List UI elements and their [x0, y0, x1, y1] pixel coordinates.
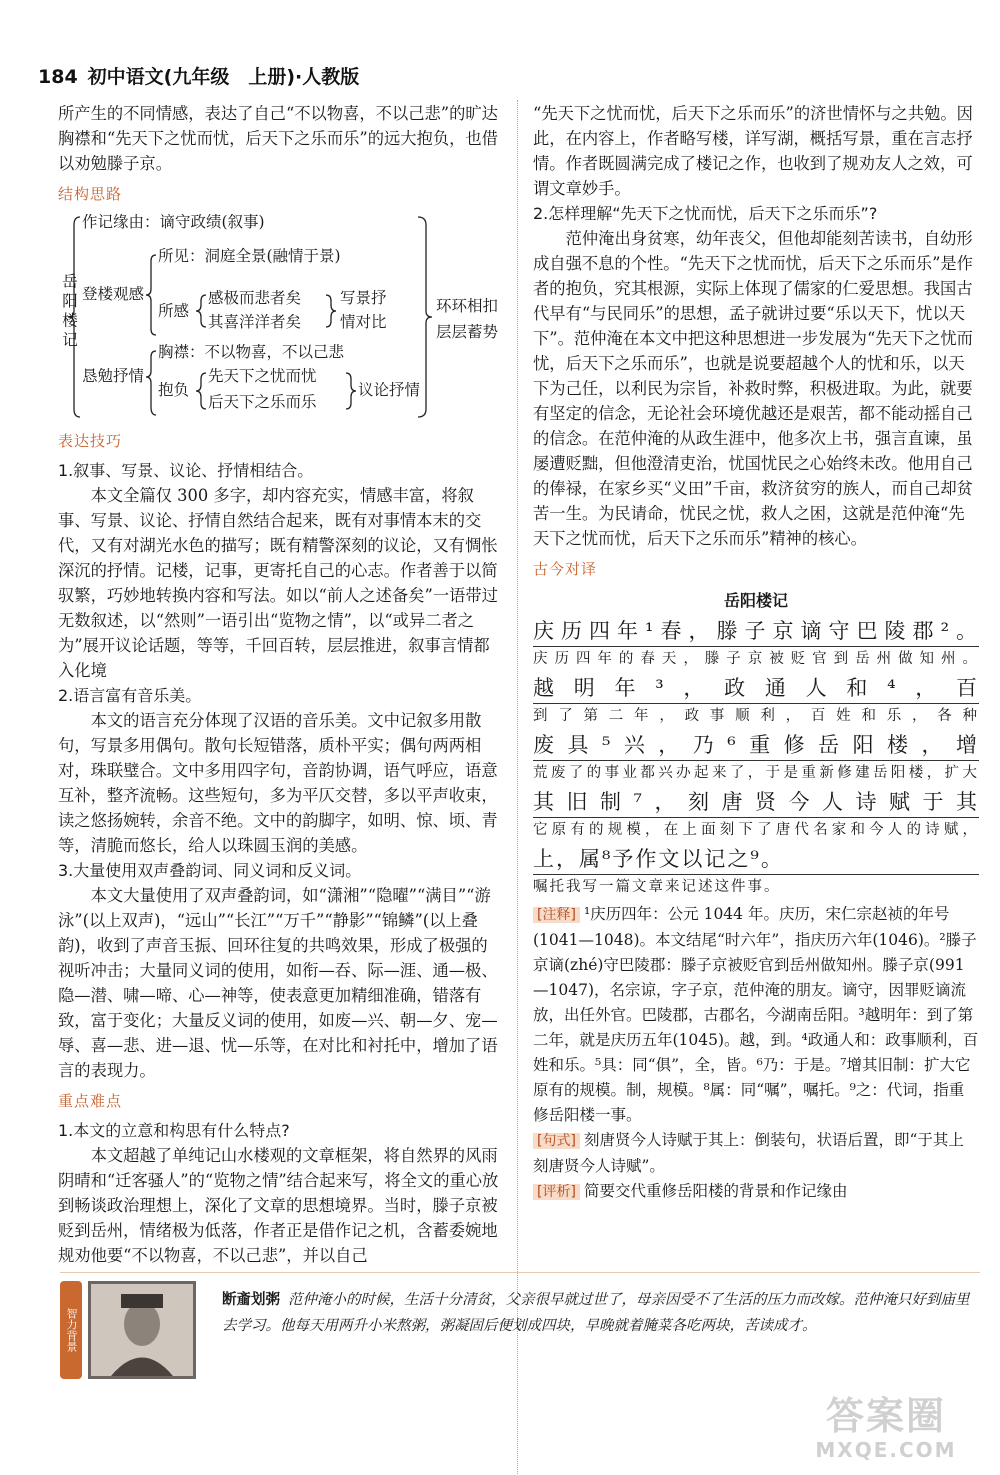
diagram-argument: 议论抒情: [358, 381, 421, 399]
section-technique-heading: 表达技巧: [58, 432, 123, 450]
watermark-url: MXQE.COM: [815, 1438, 957, 1462]
background-story: [60, 1272, 980, 1382]
section-translation-heading: 古今对译: [533, 560, 598, 578]
analysis-block: [533, 1179, 979, 1205]
translation-pair: [533, 731, 979, 786]
key-1-body-continued: “先天下之忧而忧，后天下之乐而乐”的济世情怀与之共勉。因此，在内容上，作者略写楼，详写湖，概括写景，重在言志抒情。作者既圆满完成了楼记之作，也收到了规劝友人之效，可谓文章妙手。: [533, 104, 973, 198]
modern-line: 到了第二年，政事顺利，百姓和乐，各种: [533, 708, 979, 724]
analysis-tag: [评析]: [533, 1184, 580, 1200]
syntax-text: 刻唐贤今人诗赋于其上：倒装句，状语后置，即“于其上刻唐贤今人诗赋”。: [533, 1131, 964, 1175]
original-line: 庆历四年¹春，滕子京谪守巴陵郡²。: [533, 617, 979, 647]
story-tab: 智力背景: [60, 1281, 82, 1379]
notes-text: ¹庆历四年：公元 1044 年。庆历，宋仁宗赵祯的年号(1041—1048)。本文结尾“时六年”，指庆历六年(1046)。²滕子京谪(zhé)守巴陵郡：滕子京被贬官到岳州做知州。滕子京(991—1047)，名宗谅，字子京，范仲淹的朋友。谪守，因罪贬谪流放，出任外官。巴陵郡，古郡名，今湖南岳阳。³越明年：到了第二年，就是庆历五年(1045)。越，到。⁴政通人和：政事顺利，百姓和乐。⁵具：同“俱”，全，皆。⁶乃：于是。⁷增其旧制：扩大它原有的规模。制，规模。⁸属：同“嘱”，嘱托。⁹之：代词，指重修岳阳楼一事。: [533, 905, 979, 1124]
diagram-seen: 所见：洞庭全景(融情于景): [158, 247, 341, 265]
translation-pair: [533, 617, 979, 672]
column-divider: [517, 100, 518, 1475]
syntax-tag: [句式]: [533, 1133, 580, 1149]
diagram-contrast-1: 写景抒: [340, 289, 387, 307]
diagram-ambition-2: 后天下之乐而乐: [208, 393, 317, 411]
structure-diagram: [58, 211, 503, 423]
technique-3-title: 3.大量使用双声叠韵词、同义词和反义词。: [58, 861, 362, 880]
technique-3-body: 本文大量使用了双声叠韵词，如“潇湘”“隐曜”“满目”“游泳”(以上双声)，“远山”“长江”“万千”“静影”“锦鳞”(以上叠韵)，收到了声音玉振、回环往复的共鸣效果，形成了极强的视听冲击；大量同义词的使用，如衔—吞、际—涯、通—极、隐—潜、啸—啼、心—神等，使表意更加精细准确，错落有致，富于变化；大量反义词的使用，如废—兴、朝—夕、宠—辱、喜—悲、进—退、忧—乐等，在对比和衬托中，增加了语言的表现力。: [58, 886, 498, 1080]
book-title: 初中语文(九年级 上册)·人教版: [87, 66, 360, 88]
modern-line: 它原有的规模，在上面刻下了唐代名家和今人的诗赋，: [533, 822, 979, 838]
intro-paragraph: 所产生的不同情感，表达了自己“不以物喜，不以己悲”的旷达胸襟和“先天下之忧而忧，后天下之乐而乐”的远大抱负，也借以劝勉滕子京。: [58, 104, 498, 173]
section-structure-heading: 结构思路: [58, 185, 123, 203]
notes-tag: [注释]: [533, 907, 580, 923]
original-line: 越明年³，政通人和⁴，百: [533, 674, 979, 704]
modern-line: 庆历四年的春天，滕子京被贬官到岳州做知州。: [533, 651, 979, 667]
page-number: 184: [38, 66, 78, 88]
diagram-exhort: 恳勉抒情: [82, 367, 145, 385]
modern-line: 嘱托我写一篇文章来记述这件事。: [533, 879, 781, 895]
modern-line: 荒废了的事业都兴办起来了，于是重新修建岳阳楼，扩大: [533, 765, 979, 781]
watermark-logo: 答案圈: [825, 1394, 946, 1438]
diagram-contrast-2: 情对比: [340, 313, 387, 331]
diagram-reason: 作记缘由：谪守政绩(叙事): [82, 213, 265, 231]
diagram-root: 岳阳楼记: [60, 273, 78, 351]
analysis-text: 简要交代重修岳阳楼的背景和作记缘由: [583, 1182, 848, 1200]
diagram-ambition-1: 先天下之忧而忧: [208, 367, 317, 385]
key-1-body: 本文超越了单纯记山水楼观的文章框架，将自然界的风雨阴晴和“迁客骚人”的“览物之情”结合起来写，将全文的重心放到畅谈政治理想上，深化了文章的思想境界。当时，滕子京被贬到岳州，情绪极为低落，作者正是借作记之机，含蓄委婉地规劝他要“不以物喜，不以己悲”，并以自己: [58, 1146, 499, 1265]
right-column: [533, 101, 979, 1205]
story-text: [222, 1287, 972, 1339]
diagram-felt-happy: 其喜洋洋者矣: [208, 313, 302, 331]
watermark: [806, 1394, 966, 1472]
notes-block: [533, 902, 979, 1128]
left-column: [58, 101, 503, 1268]
translation-pair: [533, 674, 979, 729]
technique-1-title: 1.叙事、写景、议论、抒情相结合。: [58, 461, 314, 480]
translation-pair: [533, 845, 979, 900]
story-body: 范仲淹小的时候，生活十分清贫，父亲很早就过世了，母亲因受不了生活的压力而改嫁。范仲淹只好到庙里去学习。他每天用两升小米熬粥，粥凝固后便划成四块，早晚就着腌菜各吃两块，苦读成才。: [222, 1292, 970, 1334]
diagram-viewing: 登楼观感: [82, 285, 145, 303]
translation-pair: [533, 788, 979, 843]
diagram-ambition: 抱负: [158, 381, 190, 399]
translation-title: 岳阳楼记: [723, 591, 788, 610]
key-1-title: 1.本文的立意和构思有什么特点?: [58, 1121, 290, 1140]
portrait-image: [88, 1281, 196, 1379]
syntax-block: [533, 1128, 979, 1179]
diagram-felt-sad: 感极而悲者矣: [208, 289, 302, 307]
original-line: 上，属⁸予作文以记之⁹。: [533, 845, 979, 875]
story-label: 断齑划粥: [222, 1292, 280, 1308]
portrait-icon: [91, 1284, 193, 1376]
diagram-chain-1: 环环相扣: [436, 297, 499, 315]
technique-2-title: 2.语言富有音乐美。: [58, 686, 202, 705]
original-line: 其旧制⁷，刻唐贤今人诗赋于其: [533, 788, 979, 818]
technique-2-body: 本文的语言充分体现了汉语的音乐美。文中记叙多用散句，写景多用偶句。散句长短错落，质朴平实；偶句两两相对，珠联璧合。文中多用四字句，音韵协调，语气呼应，语意互补，整齐流畅。这些短句，多为平仄交替，多以平声收束，读之悠扬婉转，余音不绝。文中的韵脚字，如明、惊、顷、青等，清脆而悠长，给人以珠圆玉润的美感。: [58, 711, 498, 855]
key-2-body: 范仲淹出身贫寒，幼年丧父，但他却能刻苦读书，自幼形成自强不息的个性。“先天下之忧而忧，后天下之乐而乐”是作者的抱负，究其根源，实际上体现了儒家的仁爱思想。我国古代早有“与民同乐”的思想，孟子就讲过要“乐以天下，忧以天下”。范仲淹在本文中把这种思想进一步发展为“先天下之忧而忧，后天下之乐而乐”，也就是说要超越个人的忧和乐，以天下为己任，以利民为宗旨，补救时弊，积极进取。为此，就要有坚定的信念，无论社会环境优越还是艰苦，都不能动摇自己的信念。在范仲淹的从政生涯中，他多次上书，强言直谏，虽屡遭贬黜，但他澄清吏治，忧国忧民之心始终未改。他用自己的俸禄，在家乡买“义田”千亩，救济贫穷的族人，而自己却贫苦一生。为民请命，忧民之忧，救人之困，这就是范仲淹“先天下之忧而忧，后天下之乐而乐”精神的核心。: [533, 229, 973, 548]
section-key-heading: 重点难点: [58, 1092, 123, 1110]
technique-1-body: 本文全篇仅 300 多字，却内容充实，情感丰富，将叙事、写景、议论、抒情自然结合起来，既有对事情本末的交代，又有对湖光水色的描写；既有精警深刻的议论，又有惆怅深沉的抒情。记楼，记事，更寄托自己的心志。作者善于以简驭繁，巧妙地转换内容和写法。如以“前人之述备矣”一语带过无数叙述，以“然则”一语引出“览物之情”，以“或异二者之为”展开议论话题，等等，千回百转，层层推进，叙事言情都入化境: [58, 486, 498, 680]
diagram-felt: 所感: [158, 302, 190, 320]
key-2-title: 2.怎样理解“先天下之忧而忧，后天下之乐而乐”?: [533, 204, 878, 223]
original-line: 废具⁵兴，乃⁶重修岳阳楼，增: [533, 731, 979, 761]
page-header: [38, 62, 359, 89]
diagram-mind: 胸襟：不以物喜，不以己悲: [158, 343, 345, 361]
diagram-chain-2: 层层蓄势: [436, 323, 499, 341]
